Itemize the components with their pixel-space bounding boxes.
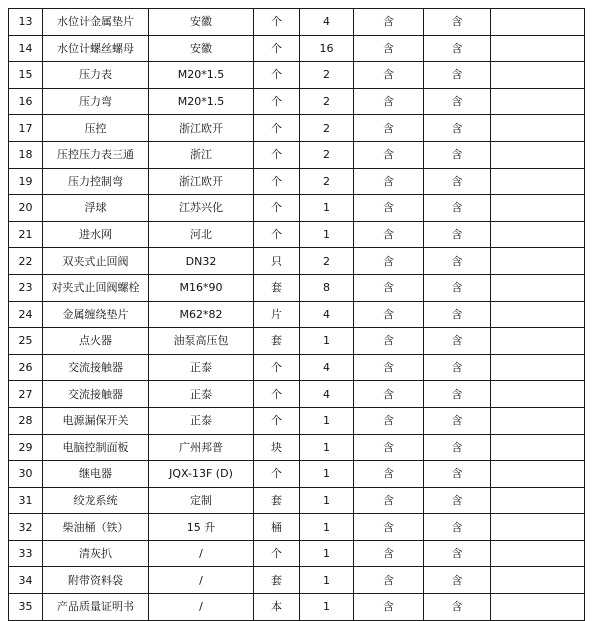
item-name-cell: 点火器 xyxy=(43,328,149,355)
item-quantity-cell: 1 xyxy=(300,594,354,621)
item-name-cell: 双夹式止回阀 xyxy=(43,248,149,275)
included-a-cell: 含 xyxy=(354,221,424,248)
included-a-cell: 含 xyxy=(354,434,424,461)
row-number-cell: 29 xyxy=(9,434,43,461)
item-spec-cell: 正泰 xyxy=(149,407,254,434)
item-note-cell xyxy=(491,540,585,567)
item-note-cell xyxy=(491,248,585,275)
row-number-cell: 32 xyxy=(9,514,43,541)
item-name-cell: 压力弯 xyxy=(43,88,149,115)
table-row xyxy=(9,9,585,36)
item-unit-cell: 套 xyxy=(254,328,300,355)
included-a-cell: 含 xyxy=(354,487,424,514)
row-number-cell: 22 xyxy=(9,248,43,275)
row-number-cell: 35 xyxy=(9,594,43,621)
included-a-cell: 含 xyxy=(354,9,424,36)
table-row xyxy=(9,248,585,275)
included-b-cell: 含 xyxy=(424,594,491,621)
item-spec-cell: 安徽 xyxy=(149,9,254,36)
item-quantity-cell: 4 xyxy=(300,9,354,36)
table-row xyxy=(9,168,585,195)
table-row xyxy=(9,567,585,594)
item-unit-cell: 桶 xyxy=(254,514,300,541)
table-row xyxy=(9,35,585,62)
item-name-cell: 浮球 xyxy=(43,195,149,222)
table-row xyxy=(9,221,585,248)
item-spec-cell: M20*1.5 xyxy=(149,88,254,115)
item-spec-cell: / xyxy=(149,567,254,594)
included-b-cell: 含 xyxy=(424,514,491,541)
item-quantity-cell: 1 xyxy=(300,434,354,461)
included-a-cell: 含 xyxy=(354,567,424,594)
included-b-cell: 含 xyxy=(424,434,491,461)
item-unit-cell: 块 xyxy=(254,434,300,461)
row-number-cell: 13 xyxy=(9,9,43,36)
item-spec-cell: M62*82 xyxy=(149,301,254,328)
item-spec-cell: 浙江欧开 xyxy=(149,115,254,142)
included-b-cell: 含 xyxy=(424,540,491,567)
row-number-cell: 26 xyxy=(9,354,43,381)
item-quantity-cell: 4 xyxy=(300,381,354,408)
parts-table xyxy=(8,8,585,621)
item-quantity-cell: 1 xyxy=(300,407,354,434)
item-note-cell xyxy=(491,514,585,541)
item-quantity-cell: 16 xyxy=(300,35,354,62)
item-note-cell xyxy=(491,487,585,514)
item-spec-cell: 浙江 xyxy=(149,141,254,168)
item-note-cell xyxy=(491,221,585,248)
included-a-cell: 含 xyxy=(354,115,424,142)
item-spec-cell: 正泰 xyxy=(149,381,254,408)
item-name-cell: 附带资料袋 xyxy=(43,567,149,594)
item-note-cell xyxy=(491,354,585,381)
item-note-cell xyxy=(491,407,585,434)
included-a-cell: 含 xyxy=(354,354,424,381)
table-row xyxy=(9,274,585,301)
row-number-cell: 19 xyxy=(9,168,43,195)
table-row xyxy=(9,328,585,355)
item-unit-cell: 个 xyxy=(254,354,300,381)
item-spec-cell: 安徽 xyxy=(149,35,254,62)
item-name-cell: 绞龙系统 xyxy=(43,487,149,514)
included-a-cell: 含 xyxy=(354,514,424,541)
included-b-cell: 含 xyxy=(424,328,491,355)
item-spec-cell: 15 升 xyxy=(149,514,254,541)
row-number-cell: 28 xyxy=(9,407,43,434)
included-b-cell: 含 xyxy=(424,168,491,195)
item-note-cell xyxy=(491,461,585,488)
included-a-cell: 含 xyxy=(354,328,424,355)
item-name-cell: 交流接触器 xyxy=(43,381,149,408)
included-a-cell: 含 xyxy=(354,540,424,567)
row-number-cell: 23 xyxy=(9,274,43,301)
item-spec-cell: DN32 xyxy=(149,248,254,275)
item-name-cell: 压控 xyxy=(43,115,149,142)
item-spec-cell: 江苏兴化 xyxy=(149,195,254,222)
table-row xyxy=(9,381,585,408)
row-number-cell: 16 xyxy=(9,88,43,115)
item-note-cell xyxy=(491,88,585,115)
included-a-cell: 含 xyxy=(354,274,424,301)
item-quantity-cell: 2 xyxy=(300,88,354,115)
included-a-cell: 含 xyxy=(354,35,424,62)
row-number-cell: 21 xyxy=(9,221,43,248)
item-name-cell: 清灰扒 xyxy=(43,540,149,567)
table-row xyxy=(9,301,585,328)
item-unit-cell: 个 xyxy=(254,141,300,168)
row-number-cell: 27 xyxy=(9,381,43,408)
row-number-cell: 24 xyxy=(9,301,43,328)
item-unit-cell: 个 xyxy=(254,9,300,36)
item-unit-cell: 个 xyxy=(254,195,300,222)
table-row xyxy=(9,540,585,567)
included-b-cell: 含 xyxy=(424,301,491,328)
included-b-cell: 含 xyxy=(424,461,491,488)
item-unit-cell: 个 xyxy=(254,407,300,434)
table-row xyxy=(9,195,585,222)
item-name-cell: 进水网 xyxy=(43,221,149,248)
item-note-cell xyxy=(491,62,585,89)
included-b-cell: 含 xyxy=(424,115,491,142)
row-number-cell: 15 xyxy=(9,62,43,89)
item-quantity-cell: 2 xyxy=(300,115,354,142)
item-name-cell: 电源漏保开关 xyxy=(43,407,149,434)
item-spec-cell: 广州邦普 xyxy=(149,434,254,461)
item-note-cell xyxy=(491,141,585,168)
table-row xyxy=(9,141,585,168)
included-b-cell: 含 xyxy=(424,407,491,434)
item-name-cell: 金属缠绕垫片 xyxy=(43,301,149,328)
item-quantity-cell: 2 xyxy=(300,168,354,195)
included-b-cell: 含 xyxy=(424,195,491,222)
item-note-cell xyxy=(491,594,585,621)
item-name-cell: 压控压力表三通 xyxy=(43,141,149,168)
table-row xyxy=(9,594,585,621)
item-spec-cell: M16*90 xyxy=(149,274,254,301)
item-unit-cell: 个 xyxy=(254,115,300,142)
included-a-cell: 含 xyxy=(354,461,424,488)
item-unit-cell: 个 xyxy=(254,540,300,567)
table-row xyxy=(9,407,585,434)
included-b-cell: 含 xyxy=(424,221,491,248)
item-note-cell xyxy=(491,168,585,195)
item-spec-cell: / xyxy=(149,540,254,567)
table-row xyxy=(9,461,585,488)
included-a-cell: 含 xyxy=(354,381,424,408)
table-row xyxy=(9,487,585,514)
included-b-cell: 含 xyxy=(424,88,491,115)
item-spec-cell: 河北 xyxy=(149,221,254,248)
included-b-cell: 含 xyxy=(424,35,491,62)
included-a-cell: 含 xyxy=(354,168,424,195)
table-row xyxy=(9,514,585,541)
item-spec-cell: / xyxy=(149,594,254,621)
row-number-cell: 14 xyxy=(9,35,43,62)
item-spec-cell: 油泵高压包 xyxy=(149,328,254,355)
included-b-cell: 含 xyxy=(424,354,491,381)
item-spec-cell: 浙江欧开 xyxy=(149,168,254,195)
table-row xyxy=(9,354,585,381)
item-quantity-cell: 1 xyxy=(300,567,354,594)
item-quantity-cell: 1 xyxy=(300,328,354,355)
included-b-cell: 含 xyxy=(424,274,491,301)
item-name-cell: 压力表 xyxy=(43,62,149,89)
item-name-cell: 对夹式止回阀螺栓 xyxy=(43,274,149,301)
item-quantity-cell: 4 xyxy=(300,354,354,381)
row-number-cell: 18 xyxy=(9,141,43,168)
item-name-cell: 水位计金属垫片 xyxy=(43,9,149,36)
included-b-cell: 含 xyxy=(424,381,491,408)
table-row xyxy=(9,88,585,115)
row-number-cell: 17 xyxy=(9,115,43,142)
item-note-cell xyxy=(491,434,585,461)
included-a-cell: 含 xyxy=(354,594,424,621)
item-unit-cell: 只 xyxy=(254,248,300,275)
item-note-cell xyxy=(491,115,585,142)
item-quantity-cell: 1 xyxy=(300,461,354,488)
item-name-cell: 压力控制弯 xyxy=(43,168,149,195)
row-number-cell: 33 xyxy=(9,540,43,567)
item-unit-cell: 套 xyxy=(254,274,300,301)
item-name-cell: 电脑控制面板 xyxy=(43,434,149,461)
included-b-cell: 含 xyxy=(424,141,491,168)
included-a-cell: 含 xyxy=(354,195,424,222)
item-name-cell: 交流接触器 xyxy=(43,354,149,381)
item-note-cell xyxy=(491,9,585,36)
included-a-cell: 含 xyxy=(354,248,424,275)
item-unit-cell: 个 xyxy=(254,62,300,89)
item-name-cell: 水位计螺丝螺母 xyxy=(43,35,149,62)
item-name-cell: 柴油桶（铁） xyxy=(43,514,149,541)
included-a-cell: 含 xyxy=(354,141,424,168)
item-note-cell xyxy=(491,381,585,408)
included-b-cell: 含 xyxy=(424,248,491,275)
row-number-cell: 34 xyxy=(9,567,43,594)
item-unit-cell: 套 xyxy=(254,487,300,514)
item-note-cell xyxy=(491,301,585,328)
item-note-cell xyxy=(491,195,585,222)
included-a-cell: 含 xyxy=(354,62,424,89)
item-unit-cell: 套 xyxy=(254,567,300,594)
item-unit-cell: 个 xyxy=(254,461,300,488)
item-quantity-cell: 1 xyxy=(300,487,354,514)
included-b-cell: 含 xyxy=(424,9,491,36)
parts-table-body xyxy=(9,9,585,621)
included-a-cell: 含 xyxy=(354,301,424,328)
included-b-cell: 含 xyxy=(424,62,491,89)
item-unit-cell: 本 xyxy=(254,594,300,621)
item-quantity-cell: 8 xyxy=(300,274,354,301)
item-quantity-cell: 1 xyxy=(300,221,354,248)
item-spec-cell: JQX-13F (D) xyxy=(149,461,254,488)
table-row xyxy=(9,115,585,142)
item-note-cell xyxy=(491,328,585,355)
item-unit-cell: 个 xyxy=(254,168,300,195)
item-quantity-cell: 1 xyxy=(300,514,354,541)
included-a-cell: 含 xyxy=(354,407,424,434)
item-name-cell: 继电器 xyxy=(43,461,149,488)
included-b-cell: 含 xyxy=(424,487,491,514)
row-number-cell: 30 xyxy=(9,461,43,488)
included-a-cell: 含 xyxy=(354,88,424,115)
item-note-cell xyxy=(491,274,585,301)
item-unit-cell: 个 xyxy=(254,381,300,408)
item-quantity-cell: 2 xyxy=(300,141,354,168)
row-number-cell: 25 xyxy=(9,328,43,355)
item-unit-cell: 个 xyxy=(254,35,300,62)
table-row xyxy=(9,62,585,89)
item-quantity-cell: 4 xyxy=(300,301,354,328)
item-spec-cell: 定制 xyxy=(149,487,254,514)
item-spec-cell: 正泰 xyxy=(149,354,254,381)
item-note-cell xyxy=(491,567,585,594)
row-number-cell: 31 xyxy=(9,487,43,514)
row-number-cell: 20 xyxy=(9,195,43,222)
item-unit-cell: 个 xyxy=(254,88,300,115)
included-b-cell: 含 xyxy=(424,567,491,594)
item-name-cell: 产品质量证明书 xyxy=(43,594,149,621)
item-quantity-cell: 1 xyxy=(300,540,354,567)
table-row xyxy=(9,434,585,461)
item-quantity-cell: 2 xyxy=(300,248,354,275)
item-note-cell xyxy=(491,35,585,62)
item-unit-cell: 个 xyxy=(254,221,300,248)
item-spec-cell: M20*1.5 xyxy=(149,62,254,89)
item-unit-cell: 片 xyxy=(254,301,300,328)
item-quantity-cell: 1 xyxy=(300,195,354,222)
item-quantity-cell: 2 xyxy=(300,62,354,89)
